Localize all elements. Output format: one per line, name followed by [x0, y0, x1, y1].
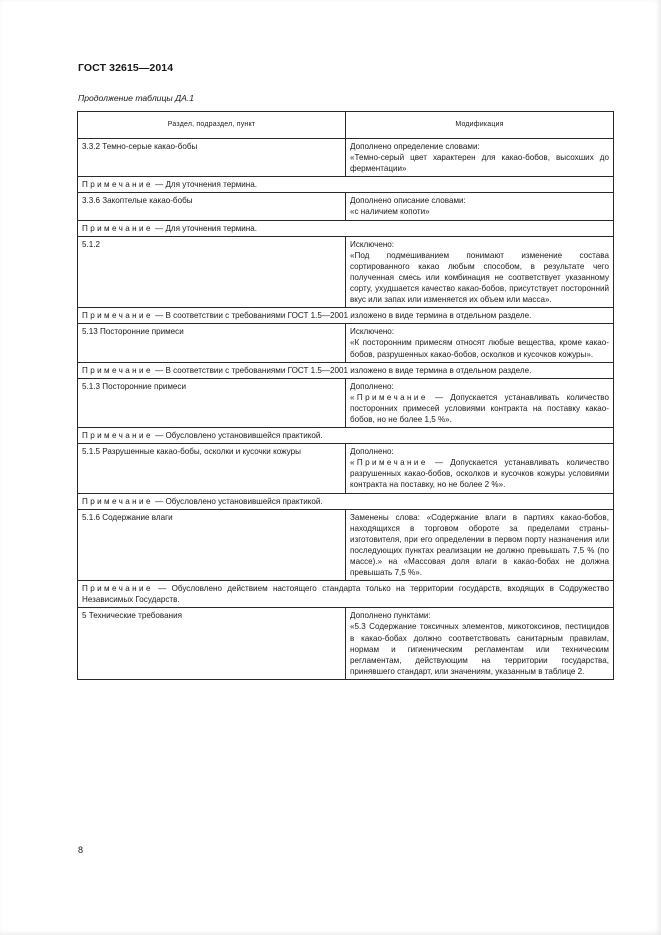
- note-cell: [78, 493, 614, 509]
- table-row: [78, 139, 614, 177]
- section-cell: 3.3.2 Темно-серые какао-бобы: [78, 139, 346, 177]
- note-text: — Обусловлено действием настоящего стандарта только на территории государств, входящих в Содружество Независимых Государств.: [82, 584, 610, 605]
- modification-cell: [346, 193, 614, 220]
- modification-inner-note: [350, 392, 609, 425]
- inner-note-text: — Допускается устанавливать количество посторонних примесей условиями контракта на поставку какао-бобов, но не более 1,5 %».: [350, 392, 609, 424]
- modification-cell: [346, 608, 614, 680]
- table-row: [78, 608, 614, 680]
- column-header-modification: Модификация: [346, 112, 614, 139]
- table-row: [78, 193, 614, 220]
- note-label: Примечание: [82, 180, 153, 190]
- table-row: [78, 324, 614, 362]
- note-text: — Обусловлено установившейся практикой.: [155, 496, 323, 506]
- section-cell: 5.1.3 Посторонние примеси: [78, 378, 346, 427]
- modification-cell: [346, 378, 614, 427]
- table-row: [78, 378, 614, 427]
- note-cell: [78, 428, 614, 444]
- modification-cell: [346, 236, 614, 308]
- note-row: [78, 177, 614, 193]
- section-cell: 3.3.6 Закоптелые какао-бобы: [78, 193, 346, 220]
- note-cell: [78, 308, 614, 324]
- modification-cell: [346, 324, 614, 362]
- note-cell: [78, 177, 614, 193]
- note-label: Примечание: [82, 584, 153, 594]
- modification-line: Дополнено пунктами:: [350, 611, 431, 621]
- modification-line: «5.3 Содержание токсичных элементов, микотоксинов, пестицидов в какао-бобах должно соответствовать санитарным правилам, нормам и гигиеническим регламентам или техническим регламентам, действующим на территории государства, принявшего стандарт, или значениям, указанным в таблице 2.: [350, 622, 609, 676]
- section-cell: 5.1.6 Содержание влаги: [78, 509, 346, 581]
- note-label: Примечание: [82, 365, 153, 375]
- modification-line: «Под подмешиванием понимают изменение состава сортированного какао любым способом, в результате чего полученная смесь или комбинация не соответствует указанному сорту, ухудшается качество какао-бобов, присутствует посторонний вкус или запах или изменяется их объем или масса».: [350, 250, 609, 305]
- note-text: — Для уточнения термина.: [155, 223, 258, 233]
- note-text: — Обусловлено установившейся практикой.: [155, 431, 323, 441]
- table-row: [78, 509, 614, 581]
- section-cell: 5.1.2: [78, 236, 346, 308]
- column-header-section: Раздел, подраздел, пункт: [78, 112, 346, 139]
- modification-line: Заменены слова: «Содержание влаги в партиях какао-бобов, находящихся в торговом обороте за пределами страны-изготовителя, при его определении в первом порту назначения или последующих пунктах реализации не должно превышать 7,5 % (по массе).» на «Массовая доля влаги в какао-бобах не должна превышать 7,5 %».: [350, 512, 609, 578]
- section-cell: 5.13 Посторонние примеси: [78, 324, 346, 362]
- note-text: — Для уточнения термина.: [155, 180, 258, 190]
- table-body: [78, 139, 614, 680]
- note-text: — В соответствии с требованиями ГОСТ 1.5—2001 изложено в виде термина в отдельном разделе.: [155, 365, 532, 375]
- inner-note-text: — Допускается устанавливать количество разрушенных какао-бобов, осколков и кусочков кожуры условиями контракта на поставку, но не более 2 %».: [350, 458, 609, 490]
- note-cell: [78, 581, 614, 608]
- modification-line: Дополнено определение словами:: [350, 142, 480, 151]
- inner-note-label: «Примечание: [350, 458, 428, 468]
- table-row: [78, 444, 614, 493]
- note-row: [78, 428, 614, 444]
- modification-lead: Дополнено:: [350, 447, 394, 457]
- table-row: [78, 236, 614, 308]
- note-row: [78, 493, 614, 509]
- modification-cell: [346, 509, 614, 581]
- modification-inner-note: [350, 457, 609, 490]
- note-label: Примечание: [82, 431, 153, 441]
- note-row: [78, 581, 614, 608]
- inner-note-label: «Примечание: [350, 392, 428, 402]
- section-cell: 5.1.5 Разрушенные какао-бобы, осколки и кусочки кожуры: [78, 444, 346, 493]
- modification-line: Исключено:: [350, 327, 395, 337]
- modification-line: Дополнено описание словами:: [350, 196, 466, 206]
- note-cell: [78, 362, 614, 378]
- modification-line: «К посторонним примесям относят любые вещества, кроме какао-бобов, разрушенных какао-бобов, осколков и кусочков кожуры».: [350, 338, 609, 359]
- note-text: — В соответствии с требованиями ГОСТ 1.5—2001 изложено в виде термина в отдельном разделе.: [155, 311, 532, 321]
- note-row: [78, 362, 614, 378]
- note-cell: [78, 220, 614, 236]
- note-row: [78, 220, 614, 236]
- document-number: ГОСТ 32615—2014: [78, 62, 174, 74]
- note-label: Примечание: [82, 496, 153, 506]
- table-header-row: [78, 112, 614, 139]
- note-label: Примечание: [82, 311, 153, 321]
- modification-line: «Темно-серый цвет характерен для какао-бобов, высохших до ферментации»: [350, 153, 609, 174]
- note-label: Примечание: [82, 223, 153, 233]
- modification-cell: [346, 139, 614, 177]
- section-cell: 5 Технические требования: [78, 608, 346, 680]
- modification-line: Исключено:: [350, 239, 395, 249]
- modification-cell: [346, 444, 614, 493]
- modification-table: [77, 111, 614, 680]
- table-continuation-caption: Продолжение таблицы ДА.1: [78, 93, 195, 103]
- modification-lead: Дополнено:: [350, 381, 394, 391]
- note-row: [78, 308, 614, 324]
- page-number: 8: [78, 845, 84, 855]
- modification-line: «с наличием копоти»: [350, 207, 430, 217]
